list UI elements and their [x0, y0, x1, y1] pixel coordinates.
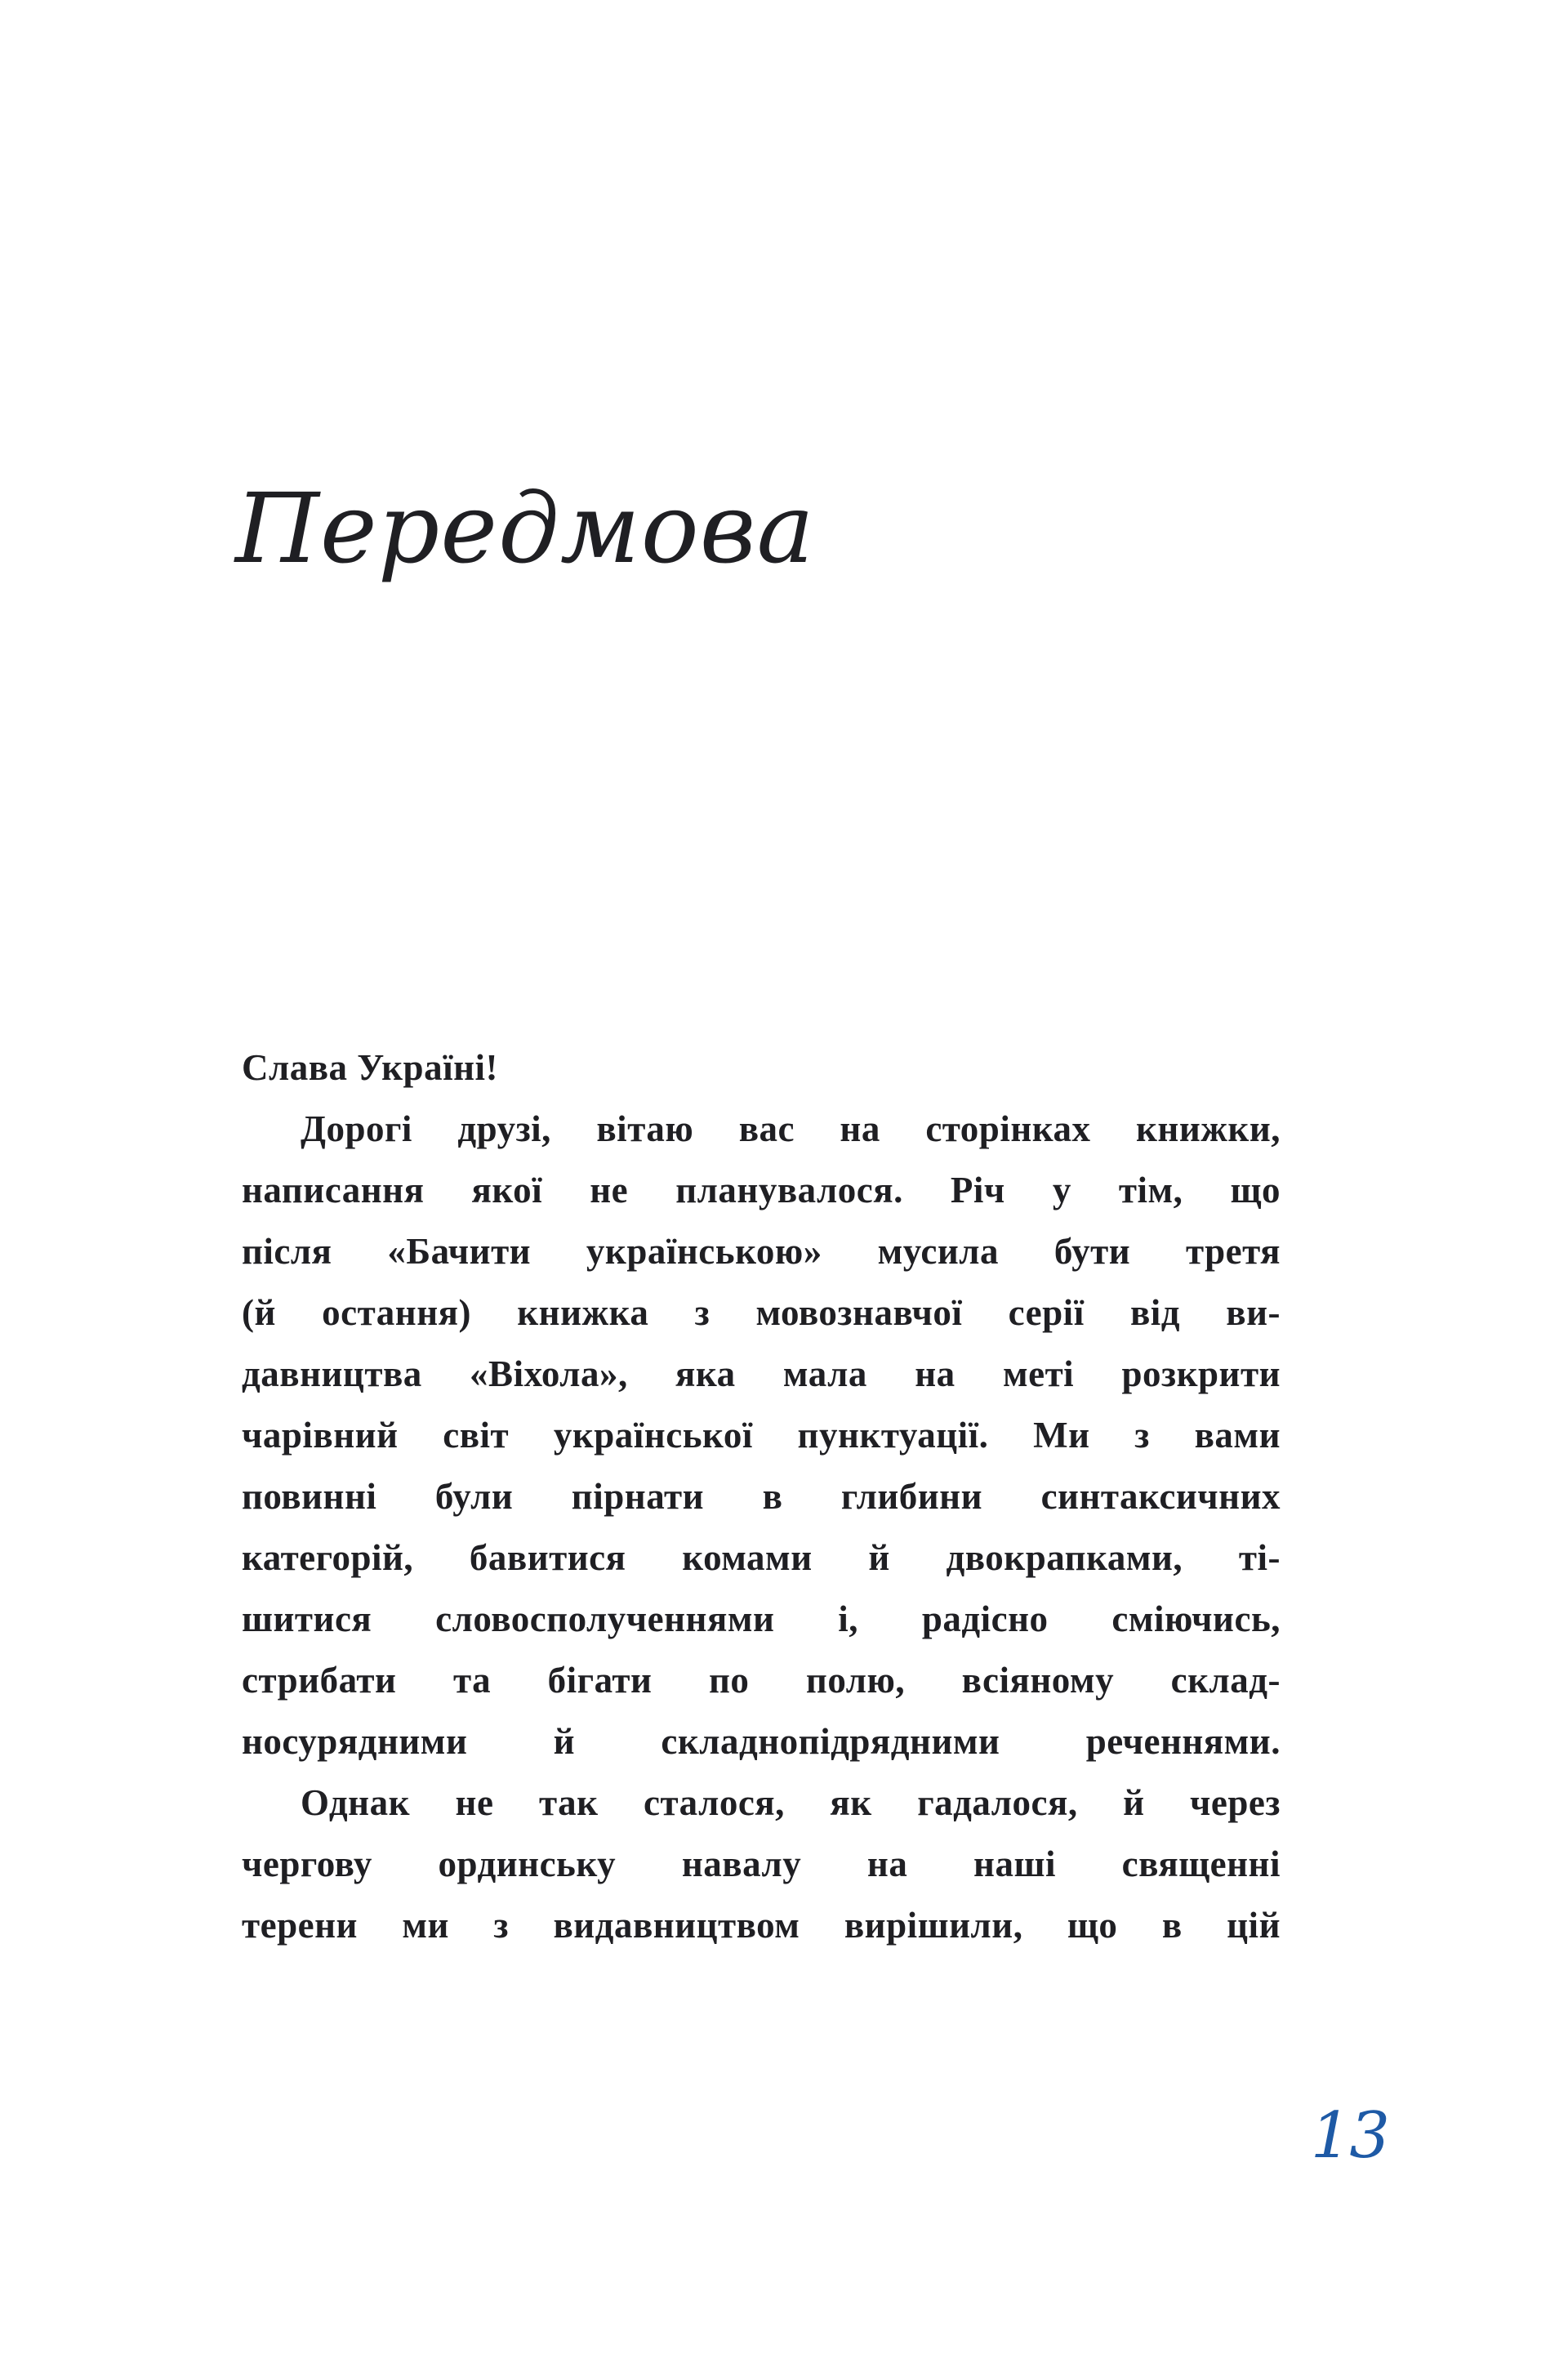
text-line: шитися словосполученнями і, радісно сміючись,: [242, 1598, 1281, 1639]
text-line: повинні були пірнати в глибини синтаксичних: [242, 1476, 1281, 1517]
text-line: Слава Україні!: [242, 1047, 499, 1088]
page-number: 13: [1310, 2099, 1388, 2173]
text-line: написання якої не планувалося. Річ у тім, що: [242, 1170, 1281, 1210]
text-line: Однак не так сталося, як гадалося, й через: [301, 1782, 1281, 1823]
text-line: після «Бачити українською» мусила бути третя: [242, 1231, 1281, 1272]
chapter-title: Передмова: [235, 472, 815, 585]
text-line: стрибати та бігати по полю, всіяному склад-: [242, 1660, 1281, 1701]
text-line: давництва «Віхола», яка мала на меті розкрити: [242, 1353, 1281, 1394]
text-line: чергову ординську навалу на наші священні: [242, 1844, 1281, 1884]
text-line: Дорогі друзі, вітаю вас на сторінках книжки,: [301, 1108, 1281, 1149]
text-line: категорій, бавитися комами й двокрапками, ті-: [242, 1537, 1281, 1578]
text-line: носурядними й складнопідрядними реченнями.: [242, 1721, 1281, 1762]
text-line: (й остання) книжка з мовознавчої серії від ви-: [242, 1292, 1281, 1333]
body-text: [242, 1037, 1281, 1956]
text-line: чарівний світ української пунктуації. Ми з вами: [242, 1415, 1281, 1456]
text-line: терени ми з видавництвом вирішили, що в цій: [242, 1905, 1281, 1946]
